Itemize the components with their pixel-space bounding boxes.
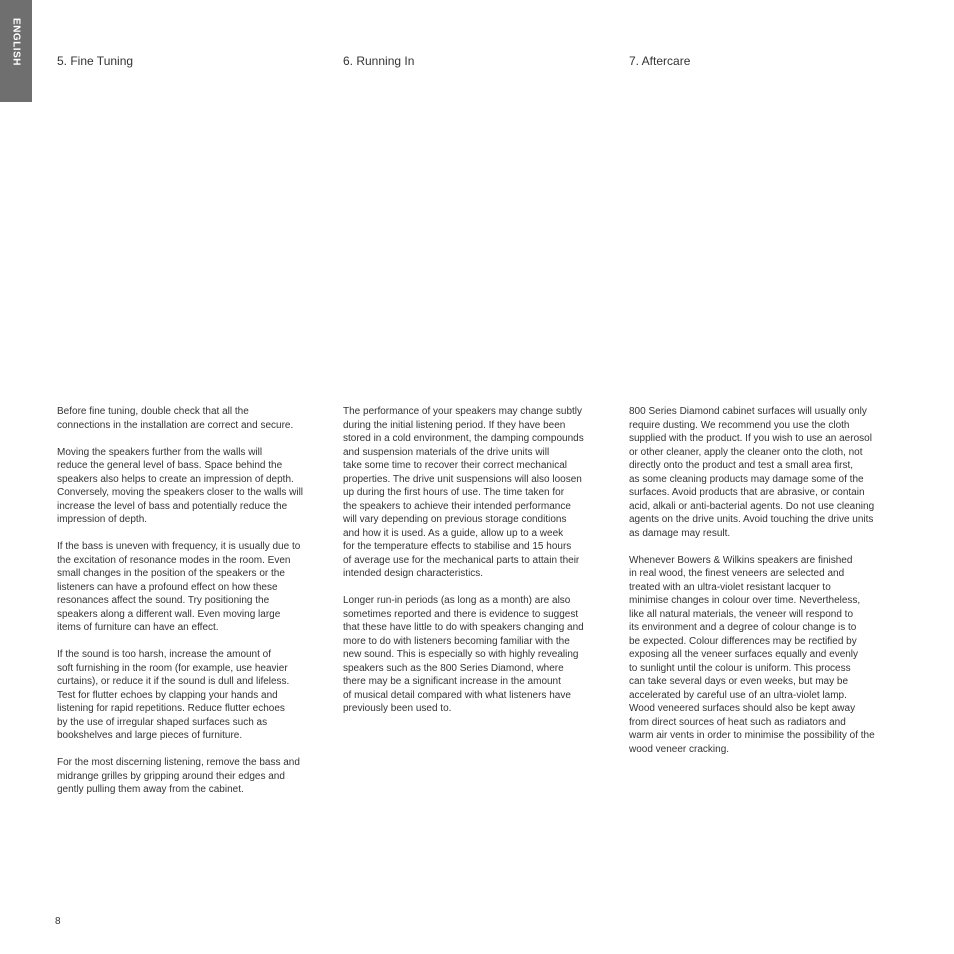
- language-tab-label: ENGLISH: [10, 18, 22, 66]
- paragraph: If the bass is uneven with frequency, it is usually due to the excitation of resonance modes in the room. Even small changes in the position of the speakers or the listeners can have a profound effect on how these resonances affect the sound. Try positioning the speakers along a different wall. Even moving large items of furniture can have an effect.: [57, 541, 301, 633]
- paragraph: Moving the speakers further from the walls will reduce the general level of bass. Space behind the speakers also helps to create an impression of depth. Conversely, moving the speakers closer to the walls will increase the level of bass and potentially reduce the impression of depth.: [57, 446, 304, 525]
- paragraph: 800 Series Diamond cabinet surfaces will usually only require dusting. We recommend you use the cloth supplied with the product. If you wish to use an aerosol or other cleaner, apply the cleaner onto the cloth, not directly onto the product and test a small area first, as some cleaning products may damage some of the surfaces. Avoid products that are abrasive, or contain acid, alkali or anti-bacterial agents. Do not use cleaning agents on the drive units. Avoid touching the drive units as damage may result.: [629, 406, 875, 539]
- paragraph: If the sound is too harsh, increase the amount of soft furnishing in the room (for example, use heavier curtains), or reduce it if the sound is dull and lifeless. Test for flutter echoes by clapping your hands and listening for rapid repetitions. Reduce flutter echoes by the use of irregular shaped surfaces such as bookshelves and large pieces of furniture.: [57, 649, 290, 741]
- column-aftercare: [629, 405, 901, 770]
- section-heading-fine-tuning: 5. Fine Tuning: [57, 54, 134, 68]
- paragraph: Longer run-in periods (as long as a month) are also sometimes reported and there is evidence to suggest that these have little to do with speakers changing and more to do with listeners becoming familiar with the new sound. This is especially so with highly revealing speakers such as the 800 Series Diamond, where there may be a significant increase in the amount of musical detail compared with what listeners have previously been used to.: [343, 595, 584, 714]
- column-fine-tuning: [57, 405, 329, 810]
- language-tab: [0, 0, 32, 102]
- paragraph: The performance of your speakers may change subtly during the initial listening period. If they have been stored in a cold environment, the damping compounds and suspension materials of the drive units will take some time to recover their correct mechanical properties. The drive unit suspensions will also loosen up during the first hours of use. The time taken for the speakers to achieve their intended performance will vary depending on previous storage conditions and how it is used. As a guide, allow up to a week for the temperature effects to stabilise and 15 hours of average use for the mechanical parts to attain their intended design characteristics.: [343, 406, 584, 579]
- column-running-in: [343, 405, 615, 729]
- paragraph: Whenever Bowers & Wilkins speakers are finished in real wood, the finest veneers are selected and treated with an ultra-violet resistant lacquer to minimise changes in colour over time. Nevertheless, like all natural materials, the veneer will respond to its environment and a degree of colour change is to be expected. Colour differences may be rectified by exposing all the veneer surfaces equally and evenly to sunlight until the colour is uniform. This process can take several days or even weeks, but may be accelerated by careful use of an ultra-violet lamp. Wood veneered surfaces should also be kept away from direct sources of heat such as radiators and warm air vents in order to minimise the possibility of the wood veneer cracking.: [629, 554, 875, 755]
- section-heading-running-in: 6. Running In: [343, 54, 415, 68]
- page-number: 8: [55, 916, 61, 927]
- paragraph: For the most discerning listening, remove the bass and midrange grilles by gripping around their edges and gently pulling them away from the cabinet.: [57, 757, 300, 795]
- section-heading-aftercare: 7. Aftercare: [629, 54, 691, 68]
- paragraph: Before fine tuning, double check that all the connections in the installation are correct and secure.: [57, 406, 294, 431]
